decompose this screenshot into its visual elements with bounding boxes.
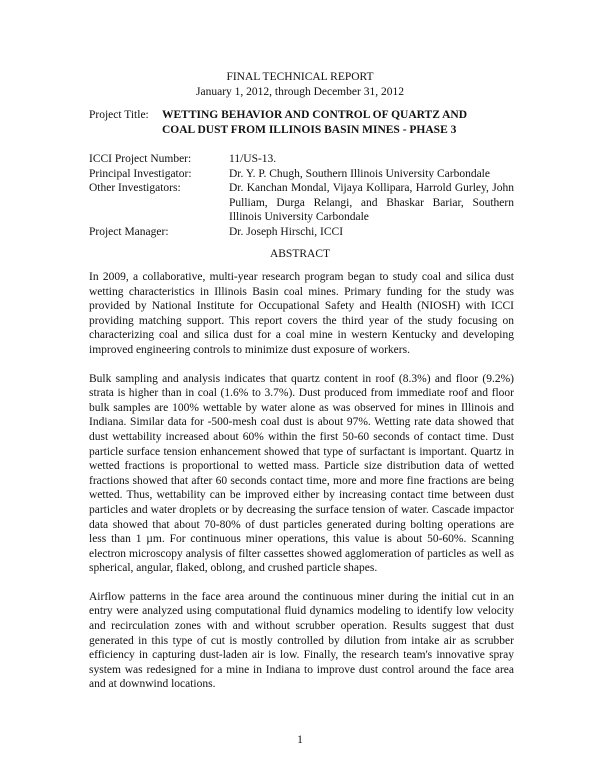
project-info bbox=[89, 152, 514, 239]
info-value: Dr. Y. P. Chugh, Southern Illinois University Carbondale bbox=[229, 167, 490, 180]
abstract-paragraph-3: Airflow patterns in the face area around the continuous miner during the initial cut in an entry were analyzed using computational fluid dynamics modeling to identify low velocity and recirculation zones with and without scrubber operation. Results suggest that dust generated in this type of cut is mostly controlled by dilution from intake air as scrubber efficiency in capturing dust-laden air is low. Finally, the research team's innovative spray system was redesigned for a mine in Indiana to improve dust control around the face area and at downwind locations. bbox=[89, 590, 514, 691]
report-type: FINAL TECHNICAL REPORT bbox=[226, 71, 374, 83]
report-period: January 1, 2012, through December 31, 2012 bbox=[196, 86, 404, 98]
info-value: Dr. Joseph Hirschi, ICCI bbox=[229, 225, 344, 238]
abstract-paragraph-2: Bulk sampling and analysis indicates that quartz content in roof (8.3%) and floor (9.2%) strata is higher than in coal (1.6% to 3.7%). Dust produced from immediate roof and floor bulk samples are 100% wettable by water alone as was observed for mines in Illinois and Indiana. Similar data for -500-mesh coal dust is about 97%. Wetting rate data showed that dust wettability increased about 60% within the first 50-60 seconds of contact time. Dust particle surface tension enhancement showed that type of surfactant is important. Quartz in wetted fractions is proportional to wetted mass. Particle size distribution data of wetted fractions showed that after 60 seconds contact time, more and more fine fractions are being wetted. Thus, wettability can be improved either by increasing contact time between dust particles and water droplets or by decreasing the surface tension of water. Cascade impactor data showed that about 70-80% of dust particles generated during bolting operations are less than 1 µm. For continuous miner operations, this value is about 50-60%. Scanning electron microscopy analysis of filter cassettes showed agglomeration of particles as well as spherical, angular, flaked, oblong, and crushed particle shapes. bbox=[89, 372, 514, 575]
info-row-project-number bbox=[89, 152, 514, 167]
info-row-principal-investigator bbox=[89, 167, 514, 182]
abstract-paragraph-1: In 2009, a collaborative, multi-year research program began to study coal and silica dust wetting characteristics in Illinois Basin coal mines. Primary funding for the study was provided by National Institute for Occupational Safety and Health (NIOSH) with ICCI providing matching support. This report covers the third year of the study focusing on characterizing coal and silica dust for a coal mine in western Kentucky and developing improved engineering controls to minimize dust exposure of workers. bbox=[89, 271, 514, 356]
project-title-label: Project Title: bbox=[89, 109, 149, 121]
info-value: Dr. Kanchan Mondal, Vijaya Kollipara, Harrold Gurley, John Pulliam, Durga Relangi, and Bhaskar Bariar, Southern Illinois University Carbondale bbox=[229, 182, 514, 223]
info-label: Other Investigators: bbox=[89, 182, 181, 194]
info-label: ICCI Project Number: bbox=[89, 153, 192, 165]
info-row-project-manager bbox=[89, 225, 514, 240]
project-title-line-1: WETTING BEHAVIOR AND CONTROL OF QUARTZ AND bbox=[162, 109, 468, 121]
info-value: 11/US-13. bbox=[229, 153, 277, 165]
project-title-line-2: COAL DUST FROM ILLINOIS BASIN MINES - PHASE 3 bbox=[162, 124, 457, 136]
project-title bbox=[162, 108, 467, 138]
abstract-body bbox=[89, 270, 514, 706]
report-header bbox=[0, 70, 600, 100]
info-label: Principal Investigator: bbox=[89, 167, 192, 180]
info-label: Project Manager: bbox=[89, 225, 169, 238]
page-number: 1 bbox=[297, 734, 303, 746]
abstract-heading: ABSTRACT bbox=[269, 248, 331, 260]
info-row-other-investigators bbox=[89, 181, 514, 225]
